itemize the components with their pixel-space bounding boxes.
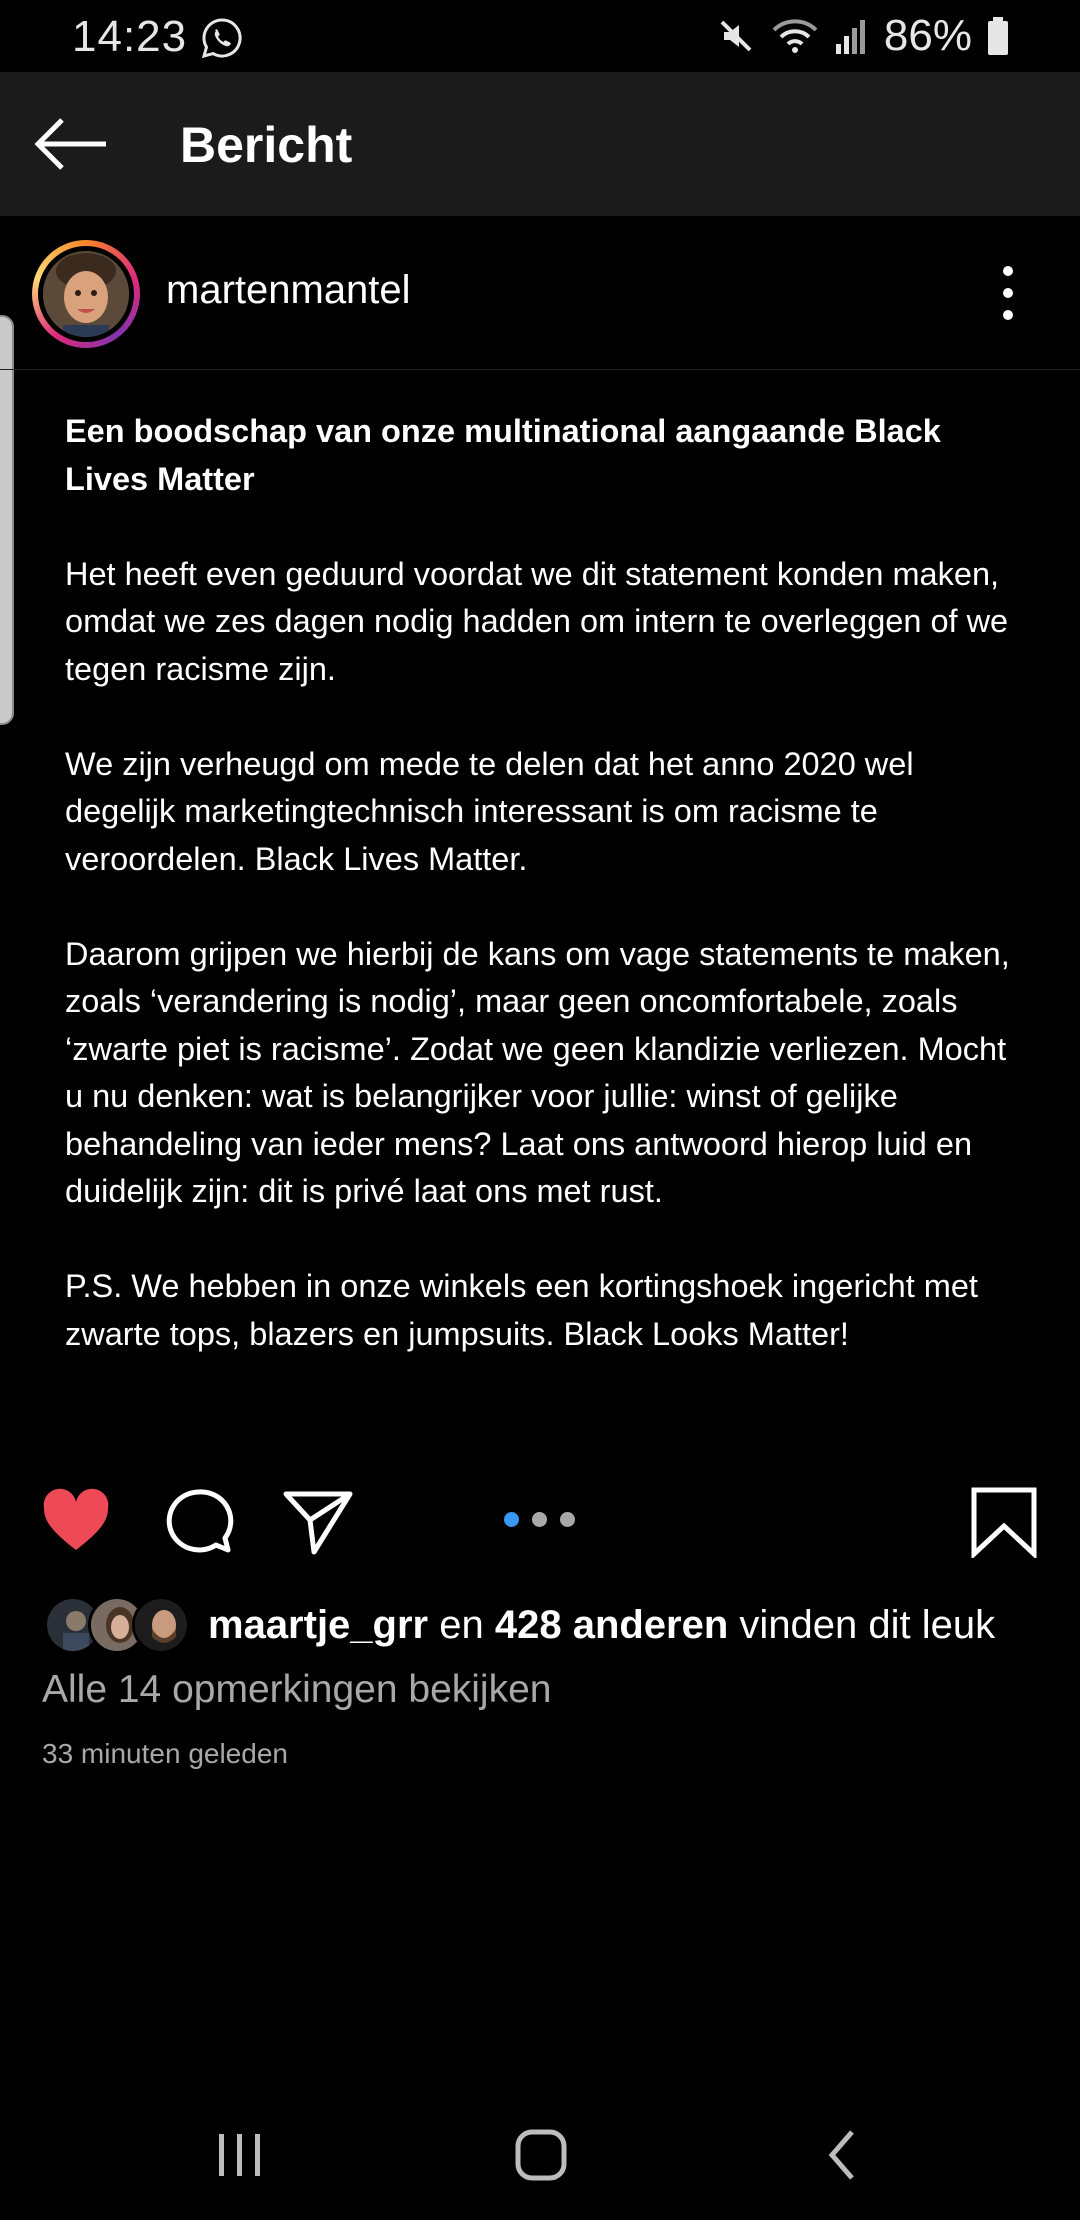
likes-count[interactable]: 428 anderen [494, 1602, 729, 1647]
carousel-dot [532, 1512, 547, 1527]
signal-icon [834, 16, 870, 56]
liker-avatar [132, 1596, 190, 1654]
recent-apps-icon[interactable] [205, 2120, 275, 2190]
wifi-icon [770, 16, 820, 56]
page-title: Bericht [180, 117, 353, 173]
status-bar [0, 0, 1080, 72]
bookmark-icon[interactable] [968, 1486, 1040, 1558]
avatar[interactable] [32, 240, 140, 348]
post-paragraph: Het heeft even geduurd voordat we dit statement konden maken, omdat we zes dagen nodig hadden om intern te overleggen of we tegen racisme zijn. [65, 555, 1009, 687]
status-icons [716, 12, 1010, 60]
back-arrow-icon[interactable] [30, 112, 110, 176]
comment-icon[interactable] [162, 1486, 234, 1558]
post-timestamp: 33 minuten geleden [42, 1738, 288, 1769]
like-heart-icon[interactable] [40, 1486, 112, 1558]
whatsapp-icon [200, 16, 244, 60]
carousel-dot-active [504, 1512, 519, 1527]
liker-avatars [44, 1596, 194, 1654]
mute-icon [716, 16, 756, 56]
battery-percent: 86% [883, 11, 972, 60]
post-paragraph: P.S. We hebben in onze winkels een kortingshoek ingericht met zwarte tops, blazers en jumpsuits. Black Looks Matter! [65, 1268, 978, 1352]
post-image-text [65, 408, 1025, 1406]
back-nav-icon[interactable] [808, 2120, 878, 2190]
post-header [0, 216, 1080, 370]
view-comments-link[interactable]: Alle 14 opmerkingen bekijken [42, 1668, 552, 1711]
profile-photo [43, 251, 129, 337]
system-nav-bar [0, 2090, 1080, 2220]
carousel-indicator [504, 1512, 575, 1527]
share-send-icon[interactable] [282, 1486, 354, 1558]
likes-text: maartje_grr en 428 anderen vinden dit leuk [208, 1602, 996, 1647]
post-paragraph: We zijn verheugd om mede te delen dat het anno 2020 wel degelijk marketingtechnisch interessant is om racisme te veroordelen. Black Lives Matter. [65, 745, 914, 877]
post-heading: Een boodschap van onze multinational aangaande Black Lives Matter [65, 413, 941, 497]
status-time: 14:23 [72, 12, 188, 61]
post-paragraph: Daarom grijpen we hierbij de kans om vage statements te maken, zoals ‘verandering is nodig’, maar geen oncomfortabele, zoals ‘zwarte piet is racisme’. Zodat we geen klandizie verliezen. Mocht u nu denken: wat is belangrijker voor jullie: winst of gelijke behandeling van ieder mens? Laat ons antwoord hierop luid en duidelijk zijn: dit is privé laat ons met rust. [65, 935, 1010, 1209]
battery-icon [986, 16, 1010, 56]
home-icon[interactable] [506, 2120, 576, 2190]
edge-panel-handle[interactable] [0, 315, 14, 725]
liker-username[interactable]: maartje_grr [208, 1602, 429, 1647]
post-actions [0, 1478, 1080, 1558]
carousel-dot [560, 1512, 575, 1527]
likes-row[interactable] [44, 1595, 995, 1655]
more-options-icon[interactable] [990, 266, 1026, 320]
app-bar [0, 72, 1080, 216]
post-username[interactable]: martenmantel [166, 268, 411, 312]
